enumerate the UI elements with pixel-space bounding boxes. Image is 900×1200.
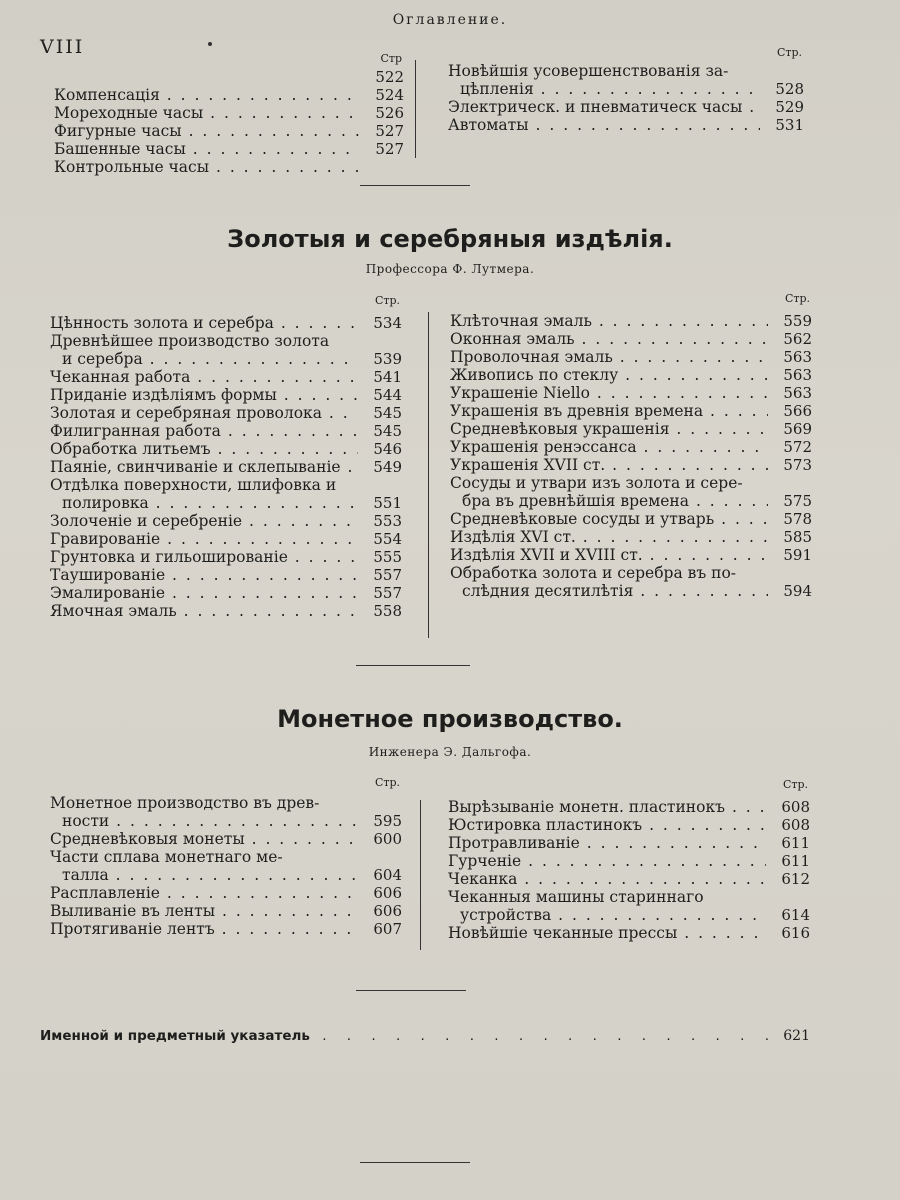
toc-entry (448, 834, 810, 852)
entry-title-cont: цѣпленія . . . (448, 80, 760, 98)
toc-entry (54, 68, 404, 86)
entry-page: 546 (373, 440, 402, 458)
entry-title: Чеканная работа . . . (50, 368, 358, 386)
entry-title: Новѣйшія усовершенствованія за- (448, 62, 729, 80)
entry-page: 531 (775, 116, 804, 134)
entry-page: 604 (373, 866, 402, 884)
entry-title: Мореходные часы . . . (54, 104, 360, 122)
entry-title: Средневѣковыя украшенія . . . (450, 420, 768, 438)
toc-entry (450, 312, 812, 330)
entry-title: Таушированіе . . . (50, 566, 358, 584)
entry-title: Обработка золота и серебра въ по- (450, 564, 737, 582)
entry-page: 607 (373, 920, 402, 938)
toc-entry (50, 830, 402, 848)
entry-title: Проволочная эмаль . . . (450, 348, 768, 366)
page-number: VIII (40, 36, 85, 58)
toc-entry (50, 404, 402, 422)
entry-page: 614 (781, 906, 810, 924)
entry-title: Издѣлія XVII и XVIII ст. . . . (450, 546, 768, 564)
entry-page: 562 (783, 330, 812, 348)
toc-entry (450, 402, 812, 420)
entry-page: 575 (783, 492, 812, 510)
toc-entry (54, 104, 404, 122)
entry-title: Филигранная работа . . . (50, 422, 358, 440)
entry-title: Контрольные часы . . . (54, 158, 360, 176)
toc-entry (50, 440, 402, 458)
entry-title-cont: бра въ древнѣйшія времена . . . (450, 492, 768, 510)
entry-page: 551 (373, 494, 402, 512)
index-title: Именной и предметный указатель . . . (40, 1028, 775, 1044)
toc-entry (450, 348, 812, 366)
toc-entry (50, 884, 402, 902)
toc-entry (50, 314, 402, 332)
entry-title: Отдѣлка поверхности, шлифовка и (50, 476, 337, 494)
index-entry (40, 1028, 810, 1044)
entry-title: Гравированіе . . . (50, 530, 358, 548)
page-column-head: Стр. (374, 294, 400, 307)
entry-page: 573 (783, 456, 812, 474)
entry-title: Протягиваніе лентъ . . . (50, 920, 358, 938)
toc-entry (448, 870, 810, 888)
entry-title: Клѣточная эмаль . . . (450, 312, 768, 330)
entry-page: 566 (783, 402, 812, 420)
entry-page: 527 (375, 140, 404, 158)
toc-entry (450, 438, 812, 456)
entry-title: Средневѣковые сосуды и утварь . . . (450, 510, 768, 528)
toc-entry (448, 98, 804, 116)
toc-entry (448, 852, 810, 870)
page-column-head: Стр. (784, 292, 810, 305)
entry-page: 616 (781, 924, 810, 942)
entry-title-cont: и серебра . . . (50, 350, 358, 368)
page-column-head: Стр (380, 52, 402, 65)
entry-page: 545 (373, 404, 402, 422)
entry-title: Автоматы . . . (448, 116, 760, 134)
entry-page: 558 (373, 602, 402, 620)
entry-title: Монетное производство въ древ- (50, 794, 320, 812)
section-title: Золотыя и серебряныя издѣлія. (227, 225, 673, 253)
entry-title-cont: слѣдния десятилѣтія . . . (450, 582, 768, 600)
entry-title: Грунтовка и гильошированіе . . . (50, 548, 358, 566)
entry-page: 569 (783, 420, 812, 438)
entry-page: 563 (783, 366, 812, 384)
entry-page: 553 (373, 512, 402, 530)
toc-entry (50, 332, 402, 368)
entry-title: Издѣлія XVI ст. . . . (450, 528, 768, 546)
toc-entry (50, 848, 402, 884)
toc-entry (50, 368, 402, 386)
toc-entry (50, 458, 402, 476)
entry-page: 608 (781, 798, 810, 816)
toc-entry (448, 116, 804, 134)
entry-page: 611 (781, 852, 810, 870)
column-divider (428, 312, 429, 638)
entry-title: Протравливаніе . . . (448, 834, 766, 852)
entry-page: 555 (373, 548, 402, 566)
running-title: Оглавление. (392, 12, 508, 28)
entry-page: 608 (781, 816, 810, 834)
entry-title: Юстировка пластинокъ . . . (448, 816, 766, 834)
entry-title: Гурченіе . . . (448, 852, 766, 870)
entry-page: 539 (373, 350, 402, 368)
entry-page: 591 (783, 546, 812, 564)
toc-entry (50, 530, 402, 548)
toc-entry (448, 62, 804, 98)
entry-page: 529 (775, 98, 804, 116)
toc-entry (448, 798, 810, 816)
entry-page: 559 (783, 312, 812, 330)
toc-entry (450, 474, 812, 510)
entry-title: Приданіе издѣліямъ формы . . . (50, 386, 358, 404)
entry-page: 524 (375, 86, 404, 104)
toc-entry (448, 888, 810, 924)
toc-entry (450, 456, 812, 474)
section-author: Инженера Э. Дальгофа. (368, 745, 532, 759)
entry-page: 544 (373, 386, 402, 404)
page-column-head: Стр. (776, 46, 802, 59)
toc-entry (54, 122, 404, 140)
toc-entry (450, 564, 812, 600)
entry-title: Украшеніе Niello . . . (450, 384, 768, 402)
entry-page: 541 (373, 368, 402, 386)
entry-page: 594 (783, 582, 812, 600)
entry-page: 606 (373, 884, 402, 902)
entry-page: 545 (373, 422, 402, 440)
column-divider (415, 60, 416, 158)
entry-title-cont: ности . . . (50, 812, 358, 830)
entry-title: Паяніе, свинчиваніе и склепываніе . . . (50, 458, 358, 476)
toc-entry (450, 546, 812, 564)
entry-title: Сосуды и утвари изъ золота и сере- (450, 474, 743, 492)
toc-entry (448, 924, 810, 942)
toc-entry (50, 386, 402, 404)
section-separator (356, 665, 470, 666)
entry-page: 600 (373, 830, 402, 848)
toc-entry (54, 158, 404, 176)
toc-entry (50, 794, 402, 830)
entry-page: 606 (373, 902, 402, 920)
entry-page: 522 (375, 68, 404, 86)
toc-entry (50, 512, 402, 530)
toc-entry (54, 140, 404, 158)
toc-entry (450, 366, 812, 384)
entry-page: 612 (781, 870, 810, 888)
entry-title: Оконная эмаль . . . (450, 330, 768, 348)
entry-title: Древнѣйшее производство золота (50, 332, 330, 350)
entry-title: Золоченіе и серебреніе . . . (50, 512, 358, 530)
toc-entry (54, 86, 404, 104)
column-divider (420, 800, 421, 950)
entry-page: 554 (373, 530, 402, 548)
page-column-head: Стр. (782, 778, 808, 791)
entry-title: Электрическ. и пневматическ часы . . . (448, 98, 760, 116)
toc-entry (448, 816, 810, 834)
entry-page: 578 (783, 510, 812, 528)
entry-title-cont: талла . . . (50, 866, 358, 884)
entry-title: Части сплава монетнаго ме- (50, 848, 283, 866)
entry-title: Эмалированіе . . . (50, 584, 358, 602)
entry-page: 534 (373, 314, 402, 332)
toc-entry (450, 528, 812, 546)
entry-title: Компенсація . . . (54, 86, 360, 104)
ink-spot (208, 42, 212, 46)
toc-entry (50, 566, 402, 584)
entry-page: 595 (373, 812, 402, 830)
entry-title: Расплавленіе . . . (50, 884, 358, 902)
entry-title: Живопись по стеклу . . . (450, 366, 768, 384)
section-separator (360, 185, 470, 186)
entry-page: 572 (783, 438, 812, 456)
section-title: Монетное производство. (277, 705, 623, 733)
toc-entry (50, 476, 402, 512)
entry-title-cont: устройства . . . (448, 906, 766, 924)
toc-entry (450, 330, 812, 348)
entry-page: 549 (373, 458, 402, 476)
entry-title: Украшенія XVII ст. . . . (450, 456, 768, 474)
toc-entry (50, 920, 402, 938)
entry-title: Цѣнность золота и серебра . . . (50, 314, 358, 332)
entry-page: 611 (781, 834, 810, 852)
page-column-head: Стр. (374, 776, 400, 789)
entry-title: Ямочная эмаль . . . (50, 602, 358, 620)
entry-title: Чеканныя машины стариннаго (448, 888, 704, 906)
toc-entry (50, 902, 402, 920)
entry-page: 528 (775, 80, 804, 98)
section-separator (356, 990, 466, 991)
toc-entry (450, 510, 812, 528)
entry-page: 557 (373, 566, 402, 584)
entry-title: Выливаніе въ ленты . . . (50, 902, 358, 920)
entry-title: Чеканка . . . (448, 870, 766, 888)
entry-page: 563 (783, 348, 812, 366)
entry-title-cont: полировка . . . (50, 494, 358, 512)
entry-title: Золотая и серебряная проволока . . . (50, 404, 358, 422)
toc-entry (50, 602, 402, 620)
entry-title: Обработка литьемъ . . . (50, 440, 358, 458)
toc-entry (50, 422, 402, 440)
entry-page: 563 (783, 384, 812, 402)
entry-title: Новѣйшіе чеканные прессы . . . (448, 924, 766, 942)
entry-title: Украшенія ренэссанса . . . (450, 438, 768, 456)
toc-entry (50, 548, 402, 566)
page-end-rule (360, 1162, 470, 1163)
entry-title: Башенные часы . . . (54, 140, 360, 158)
entry-title: Украшенія въ древнія времена . . . (450, 402, 768, 420)
toc-entry (450, 384, 812, 402)
toc-entry (450, 420, 812, 438)
entry-page: 527 (375, 122, 404, 140)
entry-title: Фигурные часы . . . (54, 122, 360, 140)
index-page: 621 (783, 1028, 810, 1044)
toc-entry (50, 584, 402, 602)
entry-title: Вырѣзываніе монетн. пластинокъ . . . (448, 798, 766, 816)
section-author: Профессора Ф. Лутмера. (365, 262, 535, 276)
entry-page: 526 (375, 104, 404, 122)
entry-title: Средневѣковыя монеты . . . (50, 830, 358, 848)
entry-page: 585 (783, 528, 812, 546)
entry-page: 557 (373, 584, 402, 602)
